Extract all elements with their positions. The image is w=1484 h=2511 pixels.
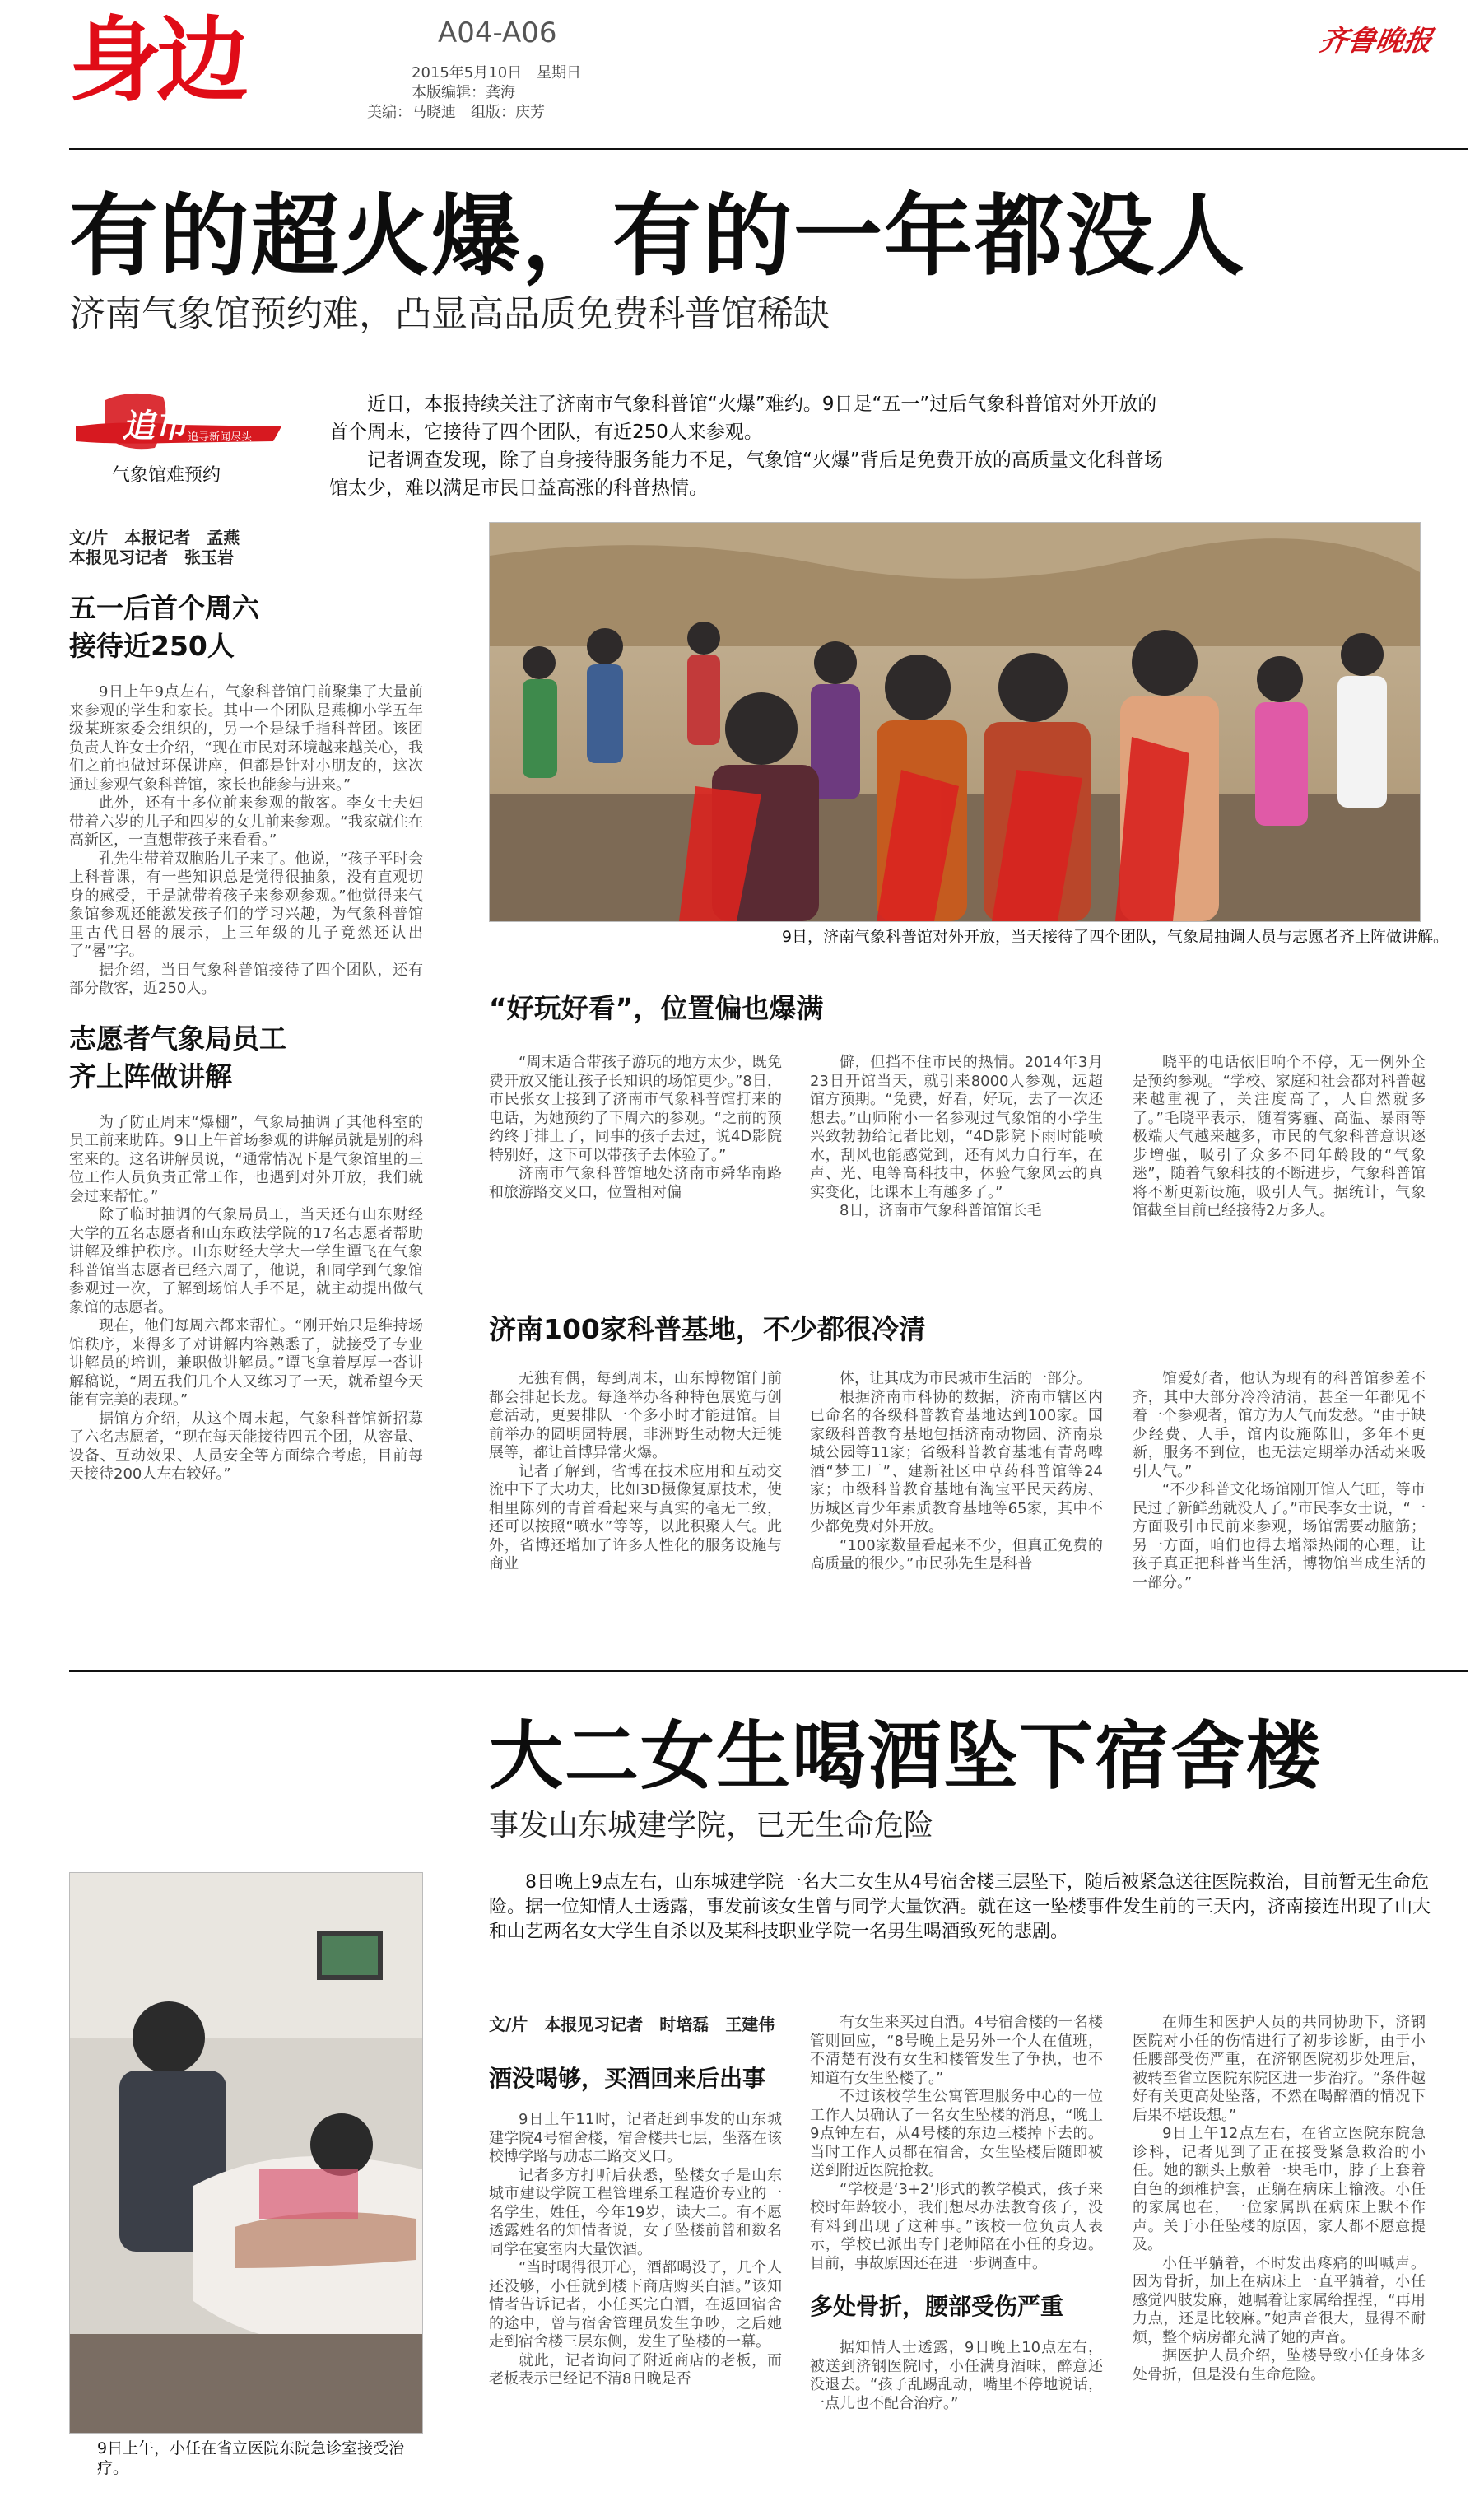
badge-title: 追市 xyxy=(122,408,188,445)
story1-headline: 有的超火爆，有的一年都没人 xyxy=(69,185,1247,288)
section-heading: 志愿者气象局员工 齐上阵做讲解 xyxy=(69,1022,286,1092)
story1-photo xyxy=(489,522,1421,922)
section-heading: 五一后首个周六 接待近250人 xyxy=(69,592,259,662)
mid-column-1 xyxy=(489,1054,782,1202)
mid-column-3 xyxy=(1133,1054,1426,1221)
story2-photo xyxy=(69,1872,423,2434)
section-heading: 多处骨折，腰部受伤严重 xyxy=(810,2293,1064,2320)
body-paragraph: 9日上午11时，记者赶到事发的山东城建学院4号宿舍楼，宿舍楼共七层，坐落在该校博学路与励志二路交叉口。 xyxy=(489,2111,782,2165)
story2-column-3 xyxy=(1133,2014,1426,2384)
story2-lead xyxy=(489,1870,1447,1945)
story2-column-1 xyxy=(489,2060,782,2389)
column-badge xyxy=(72,384,285,459)
story2-photo-caption: 9日上午，小任在省立医院东院急诊室接受治疗。 xyxy=(97,2439,405,2477)
body-paragraph: 有女生来买过白酒。4号宿舍楼的一名楼管则回应，“8号晚上是另外一个人在值班，不清楚有没有女生和楼管发生了争执，也不知道有女生坠楼了。” xyxy=(810,2014,1103,2087)
crowd-photo-image xyxy=(490,523,1420,921)
body-paragraph: 体，让其成为市民城市生活的一部分。 xyxy=(840,1370,1091,1387)
issue-date: 2015年5月10日 星期日 xyxy=(412,64,582,82)
badge-caption: 气象馆难预约 xyxy=(112,465,221,486)
story1-lead xyxy=(329,390,1165,502)
body-paragraph: 记者了解到，省博在技术应用和互动交流中下了大功夫，比如3D摄像复原技术，使相里陈列的青首看起来与真实的毫无二致，还可以按照“喷水”等等，以此积聚人气。此外，省博还增加了许多人性化的服务设施与商业 xyxy=(489,1462,782,1572)
story2-headline: 大二女生喝酒坠下宿舍楼 xyxy=(489,1713,1322,1800)
body-paragraph: 据馆方介绍，从这个周末起，气象科普馆新招募了六名志愿者，“现在每天能接待四五个团，从容量、设备、互动效果、人员安全等方面综合考虑，目前每天接待200人左右较好。” xyxy=(69,1409,423,1483)
mid-column-2 xyxy=(810,1054,1103,1221)
body-paragraph: 馆爱好者，他认为现有的科普馆参差不齐，其中大部分冷冷清清，甚至一年都见不着一个参观者，馆方为人气而发愁。“由于缺少经费、人手，馆内设施陈旧，多年不更新，服务不到位，也无法定期举办活动来吸引人气。” xyxy=(1133,1370,1426,1480)
low-column-3 xyxy=(1133,1370,1426,1592)
body-paragraph: “当时喝得很开心，酒都喝没了，几个人还没够，小任就到楼下商店购买白酒。”该知情者告诉记者，小任买完白酒，在返回宿舍的途中，曾与宿舍管理员发生争吵，之后她走到宿舍楼三层东侧，发生了坠楼的一幕。 xyxy=(489,2259,782,2350)
lead-paragraph: 8日晚上9点左右，山东城建学院一名大二女生从4号宿舍楼三层坠下，随后被紧急送往医院救治，目前暂无生命危险。据一位知情人士透露，事发前该女生曾与同学大量饮酒。就在这一坠楼事件发生前的三天内，济南接连出现了山大和山艺两名女大学生自杀以及某科技职业学院一名男生喝酒致死的悲剧。 xyxy=(489,1872,1431,1942)
section-heading: 酒没喝够，买酒回来后出事 xyxy=(489,2065,766,2092)
newspaper-logo: 齐鲁晚报 xyxy=(1316,25,1435,58)
body-paragraph: 僻，但挡不住市民的热情。2014年3月23日开馆当天，就引来8000人参观，远超馆方预期。“免费，好看，好玩，去了一次还想去。”山师附小一名参观过气象馆的小学生兴致勃勃给记者比划，“4D影院下雨时能喷水，刮风也能感觉到，还有风力自行车，在声、光、电等高科技中，体验气象风云的真实变化，比课本上有趣多了。” xyxy=(810,1054,1103,1201)
body-paragraph: 无独有偶，每到周末，山东博物馆门前都会排起长龙。每逢举办各种特色展览与创意活动，更要排队一个多小时才能进馆。目前举办的圆明园特展，非洲野生动物大迁徙展等，都让首博异常火爆。 xyxy=(489,1370,782,1461)
body-paragraph: 9日上午9点左右，气象科普馆门前聚集了大量前来参观的学生和家长。其中一个团队是燕柳小学五年级某班家委会组织的，另一个是绿手指科普团。该团负责人许女士介绍，“现在市民对环境越来越关心，我们之前也做过环保讲座，但都是针对小朋友的，这次通过参观气象科普馆，家长也能参与进来。” xyxy=(69,683,423,794)
section-heading: “好玩好看”，位置偏也爆满 xyxy=(489,992,824,1024)
story1-subhead: 济南气象馆预约难，凸显高品质免费科普馆稀缺 xyxy=(69,293,830,335)
hospital-photo-image xyxy=(70,1873,422,2433)
low-column-2 xyxy=(810,1370,1103,1574)
body-paragraph: 现在，他们每周六都来帮忙。“刚开始只是维持场馆秩序，来得多了对讲解内容熟悉了，就接受了专业讲解员的培训，兼职做讲解员。”谭飞拿着厚厚一沓讲解稿说，“周五我们几个人又练习了一天，就希望今天能有完美的表现。” xyxy=(69,1317,423,1409)
lead-paragraph: 近日，本报持续关注了济南市气象科普馆“火爆”难约。9日是“五一”过后气象科普馆对外开放的首个周末，它接待了四个团队，有近250人来参观。 xyxy=(329,394,1157,443)
body-paragraph: 此外，还有十多位前来参观的散客。李女士夫妇带着六岁的儿子和四岁的女儿前来参观。“我家就住在高新区，一直想带孩子来看看。” xyxy=(69,794,423,849)
body-paragraph: 除了临时抽调的气象局员工，当天还有山东财经大学的五名志愿者和山东政法学院的17名志愿者帮助讲解及维护秩序。山东财经大学大一学生谭飞在气象科普馆当志愿者已经六周了，他说，和同学到气象馆参观过一次，了解到场馆人手不足，就主动提出做气象馆的志愿者。 xyxy=(69,1206,423,1316)
body-paragraph: 济南市气象科普馆地处济南市舜华南路和旅游路交叉口，位置相对偏 xyxy=(489,1165,782,1201)
body-paragraph: “学校是‘3+2’形式的教学模式，孩子来校时年龄较小，我们想尽办法教育孩子，没有料到出现了这种事。”该校一位负责人表示，学校已派出专门老师陪在小任的身边。目前，事故原因还在进一步调查中。 xyxy=(810,2180,1103,2272)
story2-byline: 文/片 本报见习记者 时培磊 王建伟 xyxy=(489,2015,775,2034)
story2-subhead: 事发山东城建学院，已无生命危险 xyxy=(489,1809,934,1842)
story2-column-2 xyxy=(810,2014,1103,2413)
body-paragraph: 就此，记者询问了附近商店的老板，而老板表示已经记不清8日晚是否 xyxy=(489,2351,782,2388)
page-editor: 本版编辑：龚海 xyxy=(412,84,515,101)
page-range: A04-A06 xyxy=(438,16,557,49)
body-paragraph: 在师生和医护人员的共同协助下，济钢医院对小任的伤情进行了初步诊断，由于小任腰部受伤严重，在济钢医院初步处理后，被转至省立医院东院区进一步治疗。“条件越好有关更高处坠落，不然在喝醉酒的情况下后果不堪设想。” xyxy=(1133,2014,1426,2124)
body-paragraph: “不少科普文化场馆刚开馆人气旺，等市民过了新鲜劲就没人了。”市民李女士说，“一方面吸引市民前来参观，场馆需要动脑筋；另一方面，咱们也得去增添热闹的心理，让孩子真正把科普当生活，博物馆当成生活的一部分。” xyxy=(1133,1481,1426,1591)
body-paragraph: 8日，济南市气象科普馆馆长毛 xyxy=(840,1202,1042,1219)
body-paragraph: 记者多方打听后获悉，坠楼女子是山东城市建设学院工程管理系工程造价专业的一名学生，姓任，今年19岁，读大二。有不愿透露姓名的知情者说，女子坠楼前曾和数名同学在宴室内大量饮酒。 xyxy=(489,2166,782,2258)
body-paragraph: 为了防止周末“爆棚”，气象局抽调了其他科室的员工前来助阵。9日上午首场参观的讲解员就是别的科室来的。这名讲解员说，“通常情况下是气象馆里的三位工作人员负责正常工作，也遇到对外开放，我们就会过来帮忙。” xyxy=(69,1113,423,1205)
body-paragraph: “周末适合带孩子游玩的地方太少，既免费开放又能让孩子长知识的场馆更少。”8日，市民张女士接到了济南市气象科普馆打来的电话，为她预约了下周六的参观。“之前的预约终于排上了，同事的孩子去过，说4D影院特别好，这下可以带孩子去体验了。” xyxy=(489,1054,782,1164)
body-paragraph: 晓平的电话依旧响个不停，无一例外全是预约参观。“学校、家庭和社会都对科普越来越重视了，关注度高了，人自然就多了。”毛晓平表示，随着雾霾、高温、暴雨等极端天气越来越多，市民的气象科普意识逐步增强，吸引了众多不同年龄段的“气象迷”，随着气象科技的不断进步，气象科普馆将不断更新设施，吸引人气。据统计，气象馆截至目前已经接待2万多人。 xyxy=(1133,1054,1426,1219)
story1-left-column xyxy=(69,589,423,1484)
story1-byline-1: 文/片 本报记者 孟燕 xyxy=(69,528,240,547)
body-paragraph: 不过该校学生公寓管理服务中心的一位工作人员确认了一名女生坠楼的消息，“晚上9点钟左右，从4号楼的东边三楼掉下去的。当时工作人员都在宿舍，女生坠楼后随即被送到附近医院抢救。 xyxy=(810,2088,1103,2179)
story1-photo-caption: 9日，济南气象科普馆对外开放，当天接待了四个团队，气象局抽调人员与志愿者齐上阵做讲解。 xyxy=(781,928,1449,946)
body-paragraph: 据介绍，当日气象科普馆接待了四个团队，还有部分散客，近250人。 xyxy=(69,961,423,997)
section-title: 身边 xyxy=(69,7,244,114)
body-paragraph: 小任平躺着，不时发出疼痛的叫喊声。因为骨折，加上在病床上一直平躺着，小任感觉四肢发麻，她嘱着让家属给捏捏，“再用力点，还是比较麻。”她声音很大，显得不耐烦，整个病房都充满了她的声音。 xyxy=(1133,2254,1426,2346)
page-design: 美编：马晓迪 组版：庆芳 xyxy=(367,104,545,121)
lead-paragraph: 记者调查发现，除了自身接待服务能力不足，气象馆“火爆”背后是免费开放的高质量文化科普场馆太少，难以满足市民日益高涨的科普热情。 xyxy=(329,450,1163,499)
body-paragraph: “100家数量看起来不少，但真正免费的高质量的很少。”市民孙先生是科普 xyxy=(810,1536,1103,1572)
header-rule xyxy=(69,148,1468,150)
body-paragraph: 据医护人员介绍，坠楼导致小任身体多处骨折，但是没有生命危险。 xyxy=(1133,2347,1426,2383)
story1-byline-2: 本报见习记者 张玉岩 xyxy=(69,547,234,567)
body-paragraph: 孔先生带着双胞胎儿子来了。他说，“孩子平时会上科普课，有一些知识总是觉得很抽象，没有直观切身的感受，于是就带着孩子来参观参观。”他觉得来气象馆参观还能激发孩子们的学习兴趣，为气象科普馆里古代日晷的展示，上三年级的儿子竟然还认出了“晷”字。 xyxy=(69,850,423,960)
body-paragraph: 根据济南市科协的数据，济南市辖区内已命名的各级科普教育基地达到100家。国家级科普教育基地包括济南动物园、济南泉城公园等11家；省级科普教育基地有青岛啤酒“梦工厂”、建新社区中草药科普馆等24家；市级科普教育基地有淘宝平民天药房、历城区青少年素质教育基地等65家，其中不少都免费对外开放。 xyxy=(810,1388,1103,1535)
badge-subtitle: 追寻新闻尽头 xyxy=(188,431,253,444)
body-paragraph: 9日上午12点左右，在省立医院东院急诊科，记者见到了正在接受紧急救治的小任。她的额头上敷着一块毛巾，脖子上套着白色的颈椎护套，正躺在病床上输液。小任的家属也在，一位家属趴在病床上默不作声。关于小任坠楼的原因，家人都不愿意提及。 xyxy=(1133,2125,1426,2253)
story-divider xyxy=(69,1670,1468,1672)
section-heading: 济南100家科普基地，不少都很冷清 xyxy=(489,1313,926,1345)
body-paragraph: 据知情人士透露，9日晚上10点左右，被送到济钢医院时，小任满身酒味，醉意还没退去。“孩子乱踢乱动，嘴里不停地说话，一点儿也不配合治疗。” xyxy=(810,2339,1103,2412)
low-column-1 xyxy=(489,1370,782,1574)
